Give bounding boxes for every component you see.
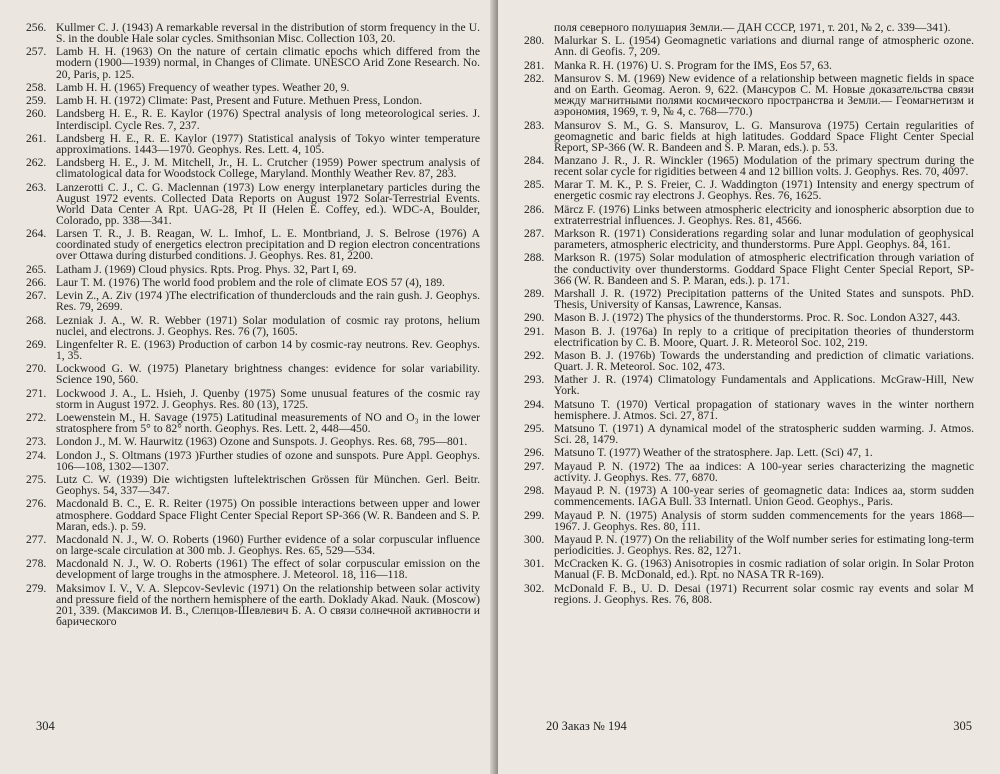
- reference-list: [524, 34, 974, 606]
- reference-text: London J., M. W. Haurwitz (1963) Ozone and Sunspots. J. Geophys. Res. 68, 795—801.: [56, 435, 468, 449]
- reference-entry: [524, 459, 974, 484]
- reference-number: 280.: [524, 34, 545, 48]
- reference-number: 286.: [524, 202, 545, 216]
- reference-entry: [26, 227, 480, 263]
- reference-entry: [524, 508, 974, 533]
- reference-number: 299.: [524, 508, 545, 522]
- printer-signature: 20 Заказ № 194: [546, 719, 627, 733]
- reference-entry: [524, 557, 974, 582]
- reference-number: 297.: [524, 459, 545, 473]
- reference-number: 282.: [524, 71, 545, 85]
- reference-number: 279.: [26, 581, 47, 595]
- reference-number: 288.: [524, 251, 545, 265]
- reference-text: Mayaud P. N. (1972) The aa indices: A 100-year series characterizing the magnetic activity. J. Geophys. Res. 77, 6870.: [554, 459, 974, 484]
- reference-number: 263.: [26, 180, 47, 194]
- reference-number: 295.: [524, 422, 545, 436]
- reference-entry: [524, 251, 974, 287]
- reference-number: 298.: [524, 484, 545, 498]
- reference-number: 257.: [26, 45, 47, 59]
- reference-number: 285.: [524, 178, 545, 192]
- reference-entry: [26, 107, 480, 132]
- reference-entry: [26, 448, 480, 473]
- reference-continuation: поля северного полушария Земли.— ДАН СССР, 1971, т. 201, № 2, с. 339—341).: [554, 21, 951, 34]
- reference-number: 270.: [26, 362, 47, 376]
- reference-text: McCracken K. G. (1963) Anisotropies in cosmic radiation of solar origin. In Solar Proton Manual (F. B. McDonald, ed.). Rpt. no NASA TR R-169).: [554, 557, 974, 582]
- reference-text: Maksimov I. V., V. A. Slepcov-Sevlevic (1971) On the relationship between solar activity and pressure field of the northern hemisphere of the earth. Doklady Akad. Nauk. (Moscow) 201, 339. (Максимов И. В., Слепцов-Шевлевич Б. А. О связи солнечной активности и барического: [56, 581, 480, 628]
- reference-entry: [524, 397, 974, 422]
- reference-entry: [524, 34, 974, 59]
- reference-entry: [26, 262, 480, 276]
- reference-number: 276.: [26, 497, 47, 511]
- reference-text: Märcz F. (1976) Links between atmospheric electricity and ionospheric absorption due to extraterrestrial influences. J. Geophys. Res. 81, 4566.: [554, 202, 974, 227]
- reference-text: Lamb H. H. (1972) Climate: Past, Present and Future. Methuen Press, London.: [56, 94, 423, 108]
- reference-entry: [26, 557, 480, 582]
- reference-text: Macdonald N. J., W. O. Roberts (1960) Further evidence of a solar corpuscular influence on large-scale circulation at 300 mb. J. Geophys. Res. 65, 529—534.: [56, 532, 480, 557]
- reference-entry: [26, 362, 480, 387]
- reference-number: 258.: [26, 80, 47, 94]
- reference-number: 281.: [524, 58, 545, 72]
- reference-text: Lingenfelter R. E. (1963) Production of carbon 14 by cosmic-ray neutrons. Rev. Geophys. 1, 35.: [56, 337, 480, 362]
- reference-entry: [524, 153, 974, 179]
- reference-text: Latham J. (1969) Cloud physics. Rpts. Prog. Phys. 32, Part I, 69.: [56, 262, 357, 276]
- reference-entry: [524, 227, 974, 252]
- reference-entry: [26, 80, 480, 94]
- reference-text: Loewenstein M., H. Savage (1975) Latitudinal measurements of NO and O₃ in the lower stratosphere from 5° to 82° north. Geophys. Res. Lett. 2, 448—450.: [56, 411, 480, 436]
- reference-text: Manzano J. R., J. R. Winckler (1965) Modulation of the primary spectrum during the recent solar cycle for rigidities between 4 and 12 billion volts. J. Geophys. Res. 70, 4097.: [554, 153, 974, 179]
- reference-entry: [524, 58, 974, 72]
- reference-number: 256.: [26, 21, 47, 34]
- reference-entry: [26, 289, 480, 314]
- reference-text: Landsberg H. E., R. E. Kaylor (1977) Statistical analysis of Tokyo winter temperature approximations. 1443—1970. Geophys. Res. Lett. 4, 105.: [56, 131, 480, 156]
- reference-number: 259.: [26, 94, 47, 108]
- reference-entry: [524, 178, 974, 203]
- reference-number: 262.: [26, 156, 47, 170]
- reference-entry: [26, 497, 480, 533]
- reference-number: 260.: [26, 107, 47, 121]
- reference-entry: [524, 422, 974, 447]
- reference-text: Manka R. H. (1976) U. S. Program for the IMS, Eos 57, 63.: [554, 58, 832, 72]
- reference-number: 272.: [26, 411, 47, 424]
- reference-number: 273.: [26, 435, 47, 449]
- reference-entry: [26, 313, 480, 338]
- reference-text: Matsuno T. (1977) Weather of the stratosphere. Jap. Lett. (Sci) 47, 1.: [554, 446, 873, 460]
- reference-list: [26, 21, 480, 628]
- reference-entry: [26, 581, 480, 628]
- reference-text: Mason B. J. (1976b) Towards the understanding and prediction of climatic variations. Quart. J. R. Meteorol. Soc. 102, 473.: [554, 348, 974, 374]
- reference-text: Lockwood J. A., L. Hsieh, J. Quenby (1975) Some unusual features of the cosmic ray storm in August 1972. J. Geophys. Res. 80 (13), 1725.: [56, 386, 480, 411]
- reference-entry: [524, 373, 974, 398]
- reference-number: 283.: [524, 118, 545, 132]
- reference-text: Larsen T. R., J. B. Reagan, W. L. Imhof, L. E. Montbriand, J. S. Belrose (1976) A coordinated study of energetics electron precipitation and D region electron concentrations over Ottawa during disturbed conditions. J. Geophys. Res. 81, 2200.: [56, 227, 480, 263]
- reference-entry: [26, 131, 480, 156]
- reference-entry: [26, 532, 480, 557]
- reference-entry: [524, 118, 974, 154]
- reference-text: Landsberg H. E., R. E. Kaylor (1976) Spectral analysis of long meteorological series. J. Interdiscipl. Cycle Res. 7, 237.: [56, 107, 480, 132]
- reference-text: Landsberg H. E., J. M. Mitchell, Jr., H. L. Crutcher (1959) Power spectrum analysis of climatological data for Woodstock College, Maryland. Monthly Weather Rev. 87, 283.: [56, 156, 480, 181]
- reference-text: Matsuno T. (1971) A dynamical model of the stratospheric sudden warming. J. Atmos. Sci. 28, 1479.: [554, 422, 974, 447]
- reference-entry: [26, 337, 480, 362]
- reference-entry: [26, 156, 480, 181]
- reference-number: 277.: [26, 532, 47, 546]
- reference-text: Mason B. J. (1972) The physics of the thunderstorms. Proc. R. Soc. London A327, 443.: [554, 311, 961, 325]
- reference-entry: [524, 202, 974, 227]
- reference-text: Mayaud P. N. (1977) On the reliability of the Wolf number series for estimating long-term periodicities. J. Geophys. Res. 82, 1271.: [554, 532, 974, 557]
- reference-number: 274.: [26, 448, 47, 462]
- reference-text: Mather J. R. (1974) Climatology Fundamentals and Applications. McGraw-Hill, New York.: [554, 373, 974, 398]
- reference-text: Kullmer C. J. (1943) A remarkable reversal in the distribution of storm frequency in the U. S. in the double Hale solar cycles. Smithsonian Misc. Collection 103, 20.: [56, 21, 480, 46]
- reference-entry: [524, 324, 974, 349]
- reference-entry: [26, 411, 480, 436]
- reference-entry: [26, 473, 480, 498]
- reference-number: 294.: [524, 397, 545, 411]
- reference-entry: [26, 386, 480, 411]
- reference-entry: [26, 45, 480, 81]
- reference-number: 271.: [26, 386, 47, 400]
- reference-text: Mayaud P. N. (1973) A 100-year series of geomagnetic data: Indices aa, storm sudden commencements. IAGA Bull. 33 Internatl. Union Geod. Geophys., Paris.: [554, 484, 974, 509]
- reference-entry: [524, 71, 974, 119]
- reference-number: 302.: [524, 581, 545, 595]
- reference-text: Markson R. (1971) Considerations regarding solar and lunar modulation of geophysical parameters, atmospheric electricity, and thunderstorms. Pure Appl. Geophys. 84, 161.: [554, 227, 974, 252]
- reference-text: Macdonald B. C., E. R. Reiter (1975) On possible interactions between upper and lower atmosphere. Goddard Space Flight Center Special Report SP-366 (W. R. Bandeen and S. P. Maran, eds.). p. 59.: [56, 497, 480, 533]
- page-number: 305: [953, 719, 972, 733]
- reference-text: Levin Z., A. Ziv (1974 )The electrification of thunderclouds and the rain gush. J. Geophys. Res. 79, 2699.: [56, 289, 480, 314]
- reference-number: 289.: [524, 286, 545, 300]
- reference-number: 300.: [524, 532, 545, 546]
- reference-number: 267.: [26, 289, 47, 303]
- reference-text: Laur T. M. (1976) The world food problem and the role of climate EOS 57 (4), 189.: [56, 275, 445, 289]
- reference-text: Marshall J. R. (1972) Precipitation patterns of the United States and sunspots. PhD. Thesis, University of Kansas, Lawrence, Kansas.: [554, 286, 974, 312]
- reference-number: 301.: [524, 557, 545, 571]
- reference-number: 290.: [524, 311, 545, 325]
- reference-text: Lezniak J. A., W. R. Webber (1971) Solar modulation of cosmic ray protons, helium nuclei, and electrons. J. Geophys. Res. 76 (7), 1605.: [56, 313, 480, 338]
- reference-number: 265.: [26, 262, 47, 276]
- reference-number: 287.: [524, 227, 545, 241]
- reference-entry: [524, 532, 974, 557]
- reference-text: Markson R. (1975) Solar modulation of atmospheric electrification through variation of the conductivity over thunderstorms. Goddard Space Flight Center Special Report, SP-366 (W. R. Bandeen and S. P. Maran, eds.). p. 171.: [554, 251, 974, 287]
- reference-number: 264.: [26, 227, 47, 241]
- reference-text: Lutz C. W. (1939) Die wichtigsten luftelektrischen Grössen für München. Gerl. Beitr. Geophys. 54, 337—347.: [56, 473, 480, 498]
- left-page: [0, 0, 496, 774]
- reference-number: 261.: [26, 131, 47, 145]
- reference-text: London J., S. Oltmans (1973 )Further studies of ozone and sunspots. Pure Appl. Geophys. 106—108, 1302—1307.: [56, 448, 480, 473]
- reference-entry: [524, 311, 974, 325]
- reference-number: 292.: [524, 348, 545, 362]
- reference-text: Malurkar S. L. (1954) Geomagnetic variations and diurnal range of atmospheric ozone. Ann. di Geofis. 7, 209.: [554, 34, 974, 59]
- reference-number: 284.: [524, 153, 545, 167]
- reference-entry: [26, 21, 480, 46]
- reference-entry: [524, 484, 974, 509]
- reference-entry: [524, 446, 974, 460]
- reference-entry: [524, 581, 974, 606]
- reference-text: Lamb H. H. (1965) Frequency of weather types. Weather 20, 9.: [56, 80, 350, 94]
- reference-text: Macdonald N. J., W. O. Roberts (1961) The effect of solar corpuscular emission on the development of large troughs in the atmosphere. J. Meteorol. 18, 116—118.: [56, 557, 480, 582]
- reference-text: Matsuno T. (1970) Vertical propagation of stationary waves in the winter northern hemisphere. J. Atmos. Sci. 27, 871.: [554, 397, 974, 422]
- reference-entry: [26, 180, 480, 227]
- reference-entry: [26, 94, 480, 108]
- reference-text: Mansurov S. M., G. S. Mansurov, L. G. Mansurova (1975) Certain regularities of geomagnetic and baric fields at high latitudes. Goddard Space Flight Center Special Report, SP-366 (W. R. Bandeen and S. P. Maran, eds.). p. 53.: [554, 118, 974, 154]
- reference-number: 296.: [524, 446, 545, 460]
- reference-text: Lockwood G. W. (1975) Planetary brightness changes: evidence for solar variability. Science 190, 560.: [56, 362, 480, 387]
- reference-number: 275.: [26, 473, 47, 487]
- reference-text: Lanzerotti C. J., C. G. Maclennan (1973) Low energy interplanetary particles during the August 1972 events. Collected Data Reports on August 1972 Solar-Terrestrial Events. World Data Center A Rpt. UAG-28, Pt II (Helen E. Coffey, ed.). WDC-A, Boulder, Colorado, pp. 338—341.: [56, 180, 480, 227]
- reference-number: 266.: [26, 275, 47, 289]
- reference-text: Marar T. M. K., P. S. Freier, C. J. Waddington (1971) Intensity and energy spectrum of energetic cosmic ray electrons J. Geophys. Res. 76, 1625.: [554, 178, 974, 203]
- reference-entry: [524, 286, 974, 312]
- reference-number: 291.: [524, 324, 545, 338]
- reference-entry: [524, 348, 974, 374]
- reference-entry: [26, 435, 480, 449]
- reference-number: 269.: [26, 337, 47, 351]
- right-page: [498, 0, 1000, 774]
- reference-text: Mayaud P. N. (1975) Analysis of storm sudden commencements for the years 1868—1967. J. Geophys. Res. 80, 111.: [554, 508, 974, 533]
- reference-number: 268.: [26, 313, 47, 327]
- reference-number: 293.: [524, 373, 545, 387]
- reference-text: Mansurov S. M. (1969) New evidence of a relationship between magnetic fields in space and on Earth. Geomag. Aeron. 9, 622. (Мансуров С. М. Новые доказательства связи между магнитными полями космического пространства и Земли.— Геомагнетизм и аэрономия, 1969, т. 9, № 4, с. 768—770.): [554, 71, 974, 119]
- reference-entry: [26, 275, 480, 289]
- page-number: 304: [36, 719, 55, 733]
- reference-text: Mason B. J. (1976a) In reply to a critique of precipitation theories of thunderstorm electrification by C. B. Moore, Quart. J. R. Meteorol Soc. 102, 219.: [554, 324, 974, 349]
- reference-text: McDonald F. B., U. D. Desai (1971) Recurrent solar cosmic ray events and solar M regions. J. Geophys. Res. 76, 808.: [554, 581, 974, 606]
- reference-text: Lamb H. H. (1963) On the nature of certain climatic epochs which differed from the modern (1900—1939) normal, in Changes of Climate. UNESCO Arid Zone Research. No. 20, Paris, p. 125.: [56, 45, 480, 81]
- reference-number: 278.: [26, 557, 47, 571]
